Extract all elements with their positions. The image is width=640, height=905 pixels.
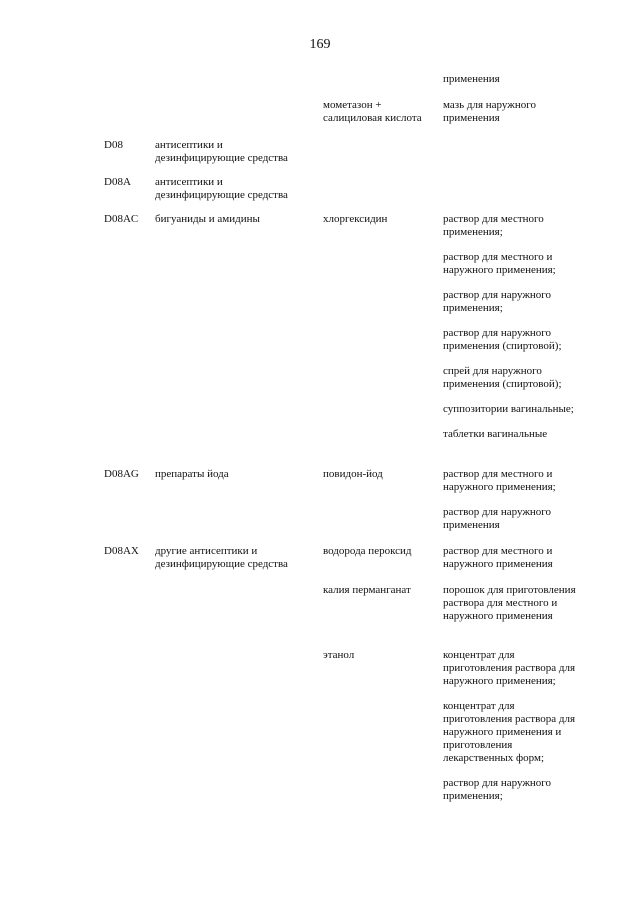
dosage-forms: [443, 468, 583, 544]
dosage-form: порошок для приготовления раствора для местного и наружного применения: [443, 584, 576, 622]
dosage-form: раствор для местного применения;: [443, 213, 544, 238]
atc-code: D08AG: [104, 468, 139, 480]
drug-name: калия перманганат: [323, 584, 411, 596]
atc-group: антисептики и дезинфицирующие средства: [155, 139, 288, 164]
dosage-forms: [443, 649, 583, 815]
dosage-form: суппозитории вагинальные;: [443, 403, 574, 415]
dosage-forms: [443, 545, 583, 583]
dosage-form: раствор для наружного применения: [443, 506, 552, 531]
dosage-form: раствор для местного и наружного применения;: [443, 251, 556, 276]
drug-name: повидон-йод: [323, 468, 383, 480]
dosage-form: таблетки вагинальные: [443, 428, 548, 440]
atc-group: препараты йода: [155, 468, 229, 480]
dosage-forms: [443, 584, 583, 635]
dosage-form: раствор для местного и наружного применения: [443, 545, 553, 570]
atc-code: D08A: [104, 176, 131, 188]
atc-group: другие антисептики и дезинфицирующие средства: [155, 545, 288, 570]
atc-group: бигуаниды и амидины: [155, 213, 260, 225]
dosage-form: раствор для наружного применения;: [443, 289, 552, 314]
atc-code: D08AC: [104, 213, 139, 225]
drug-name: водорода пероксид: [323, 545, 412, 557]
drug-name: мометазон + салициловая кислота: [323, 99, 422, 124]
dosage-forms: [443, 99, 583, 137]
dosage-form: концентрат для приготовления раствора для наружного применения и приготовления лекарственных форм;: [443, 700, 575, 764]
dosage-forms: [443, 213, 583, 453]
atc-code: D08AX: [104, 545, 139, 557]
dosage-form: раствор для наружного применения (спиртовой);: [443, 327, 562, 352]
dosage-forms: [443, 73, 583, 98]
atc-group: антисептики и дезинфицирующие средства: [155, 176, 288, 201]
dosage-form: концентрат для приготовления раствора для наружного применения;: [443, 649, 575, 687]
page-number: 169: [309, 37, 331, 52]
drug-name: этанол: [323, 649, 355, 661]
dosage-form: мазь для наружного применения: [443, 99, 536, 124]
dosage-form: раствор для наружного применения;: [443, 777, 552, 802]
dosage-form: применения: [443, 73, 500, 85]
dosage-form: спрей для наружного применения (спиртовой);: [443, 365, 562, 390]
atc-code: D08: [104, 139, 123, 151]
drug-name: хлоргексидин: [323, 213, 388, 225]
dosage-form: раствор для местного и наружного применения;: [443, 468, 556, 493]
